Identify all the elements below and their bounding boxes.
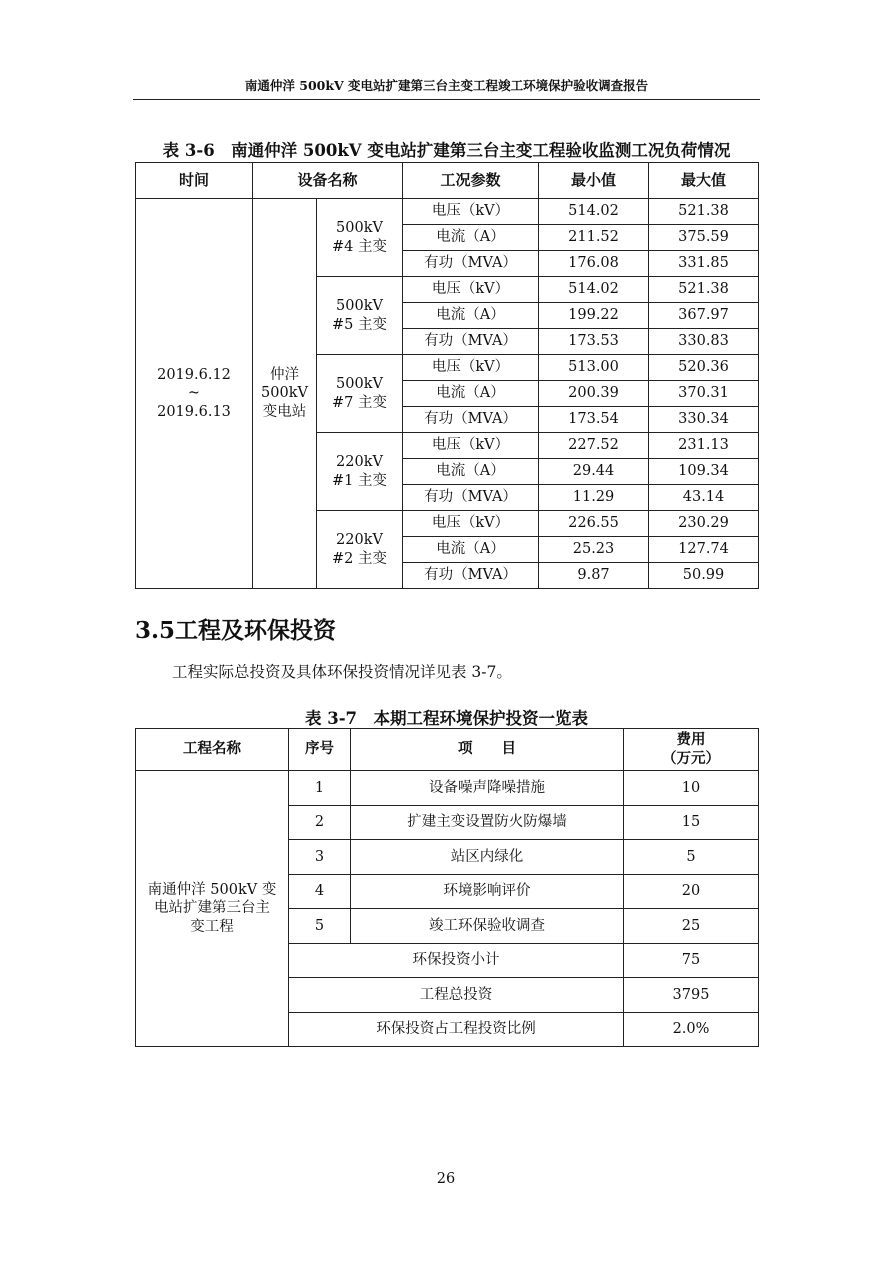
- transformer-cell: 220kV #1 主变: [317, 433, 403, 511]
- parameter-cell: 电流（A）: [403, 303, 539, 329]
- min-value-cell: 173.54: [539, 407, 649, 433]
- transformer-cell: 220kV #2 主变: [317, 511, 403, 589]
- parameter-cell: 有功（MVA）: [403, 251, 539, 277]
- table-3-6-body: [136, 199, 759, 589]
- max-value-cell: 43.14: [649, 485, 759, 511]
- item-cost-cell: 25: [624, 909, 759, 944]
- parameter-cell: 电压（kV）: [403, 277, 539, 303]
- summary-value-cell: 2.0%: [624, 1012, 759, 1047]
- max-value-cell: 330.34: [649, 407, 759, 433]
- table-3-7: [135, 728, 759, 1047]
- station-cell: 仲洋 500kV 变电站: [253, 199, 317, 589]
- min-value-cell: 176.08: [539, 251, 649, 277]
- min-value-cell: 9.87: [539, 563, 649, 589]
- item-name-cell: 竣工环保验收调查: [351, 909, 624, 944]
- parameter-cell: 电流（A）: [403, 537, 539, 563]
- max-value-cell: 520.36: [649, 355, 759, 381]
- item-number-cell: 1: [289, 771, 351, 806]
- col-header-project: 工程名称: [136, 729, 289, 771]
- item-cost-cell: 15: [624, 805, 759, 840]
- max-value-cell: 521.38: [649, 199, 759, 225]
- item-cost-cell: 10: [624, 771, 759, 806]
- min-value-cell: 514.02: [539, 199, 649, 225]
- col-header-parameter: 工况参数: [403, 163, 539, 199]
- min-value-cell: 514.02: [539, 277, 649, 303]
- max-value-cell: 109.34: [649, 459, 759, 485]
- max-value-cell: 330.83: [649, 329, 759, 355]
- parameter-cell: 有功（MVA）: [403, 563, 539, 589]
- col-header-no: 序号: [289, 729, 351, 771]
- transformer-cell: 500kV #4 主变: [317, 199, 403, 277]
- max-value-cell: 367.97: [649, 303, 759, 329]
- max-value-cell: 231.13: [649, 433, 759, 459]
- max-value-cell: 50.99: [649, 563, 759, 589]
- table-3-6-caption: 表 3-6 南通仲洋 500kV 变电站扩建第三台主变工程验收监测工况负荷情况: [162, 141, 731, 160]
- min-value-cell: 29.44: [539, 459, 649, 485]
- transformer-cell: 500kV #7 主变: [317, 355, 403, 433]
- item-name-cell: 扩建主变设置防火防爆墙: [351, 805, 624, 840]
- item-number-cell: 3: [289, 840, 351, 875]
- col-header-equipment: 设备名称: [253, 163, 403, 199]
- min-value-cell: 173.53: [539, 329, 649, 355]
- col-header-min: 最小值: [539, 163, 649, 199]
- parameter-cell: 有功（MVA）: [403, 329, 539, 355]
- table-3-6: [135, 162, 759, 589]
- page-header: 南通仲洋 500kV 变电站扩建第三台主变工程竣工环境保护验收调查报告: [244, 78, 649, 93]
- parameter-cell: 电流（A）: [403, 459, 539, 485]
- parameter-cell: 有功（MVA）: [403, 407, 539, 433]
- header-rule: [133, 99, 760, 100]
- min-value-cell: 211.52: [539, 225, 649, 251]
- min-value-cell: 11.29: [539, 485, 649, 511]
- item-cost-cell: 5: [624, 840, 759, 875]
- col-header-max: 最大值: [649, 163, 759, 199]
- table-row: [136, 199, 759, 225]
- summary-label-cell: 环保投资小计: [289, 943, 624, 978]
- item-name-cell: 设备噪声降噪措施: [351, 771, 624, 806]
- item-cost-cell: 20: [624, 874, 759, 909]
- parameter-cell: 电压（kV）: [403, 199, 539, 225]
- item-number-cell: 4: [289, 874, 351, 909]
- item-name-cell: 站区内绿化: [351, 840, 624, 875]
- min-value-cell: 199.22: [539, 303, 649, 329]
- max-value-cell: 230.29: [649, 511, 759, 537]
- parameter-cell: 有功（MVA）: [403, 485, 539, 511]
- summary-value-cell: 3795: [624, 978, 759, 1013]
- item-number-cell: 5: [289, 909, 351, 944]
- page-number: 26: [436, 1171, 456, 1187]
- min-value-cell: 25.23: [539, 537, 649, 563]
- project-name-cell: 南通仲洋 500kV 变 电站扩建第三台主 变工程: [136, 771, 289, 1047]
- item-number-cell: 2: [289, 805, 351, 840]
- min-value-cell: 513.00: [539, 355, 649, 381]
- transformer-cell: 500kV #5 主变: [317, 277, 403, 355]
- col-header-item: 项 目: [351, 729, 624, 771]
- parameter-cell: 电流（A）: [403, 381, 539, 407]
- parameter-cell: 电压（kV）: [403, 511, 539, 537]
- item-name-cell: 环境影响评价: [351, 874, 624, 909]
- table-3-7-caption: 表 3-7 本期工程环境保护投资一览表: [304, 709, 589, 728]
- min-value-cell: 227.52: [539, 433, 649, 459]
- summary-label-cell: 环保投资占工程投资比例: [289, 1012, 624, 1047]
- body-paragraph: 工程实际总投资及具体环保投资情况详见表 3-7。: [172, 663, 512, 681]
- table-3-7-body: [136, 771, 759, 1047]
- parameter-cell: 电流（A）: [403, 225, 539, 251]
- max-value-cell: 375.59: [649, 225, 759, 251]
- time-cell: 2019.6.12 ~ 2019.6.13: [136, 199, 253, 589]
- min-value-cell: 226.55: [539, 511, 649, 537]
- col-header-time: 时间: [136, 163, 253, 199]
- table-row: [136, 771, 759, 806]
- section-title: 3.5工程及环保投资: [135, 617, 337, 644]
- max-value-cell: 370.31: [649, 381, 759, 407]
- parameter-cell: 电压（kV）: [403, 355, 539, 381]
- summary-label-cell: 工程总投资: [289, 978, 624, 1013]
- col-header-cost: 费用 （万元）: [624, 729, 759, 771]
- summary-value-cell: 75: [624, 943, 759, 978]
- max-value-cell: 127.74: [649, 537, 759, 563]
- parameter-cell: 电压（kV）: [403, 433, 539, 459]
- min-value-cell: 200.39: [539, 381, 649, 407]
- max-value-cell: 521.38: [649, 277, 759, 303]
- max-value-cell: 331.85: [649, 251, 759, 277]
